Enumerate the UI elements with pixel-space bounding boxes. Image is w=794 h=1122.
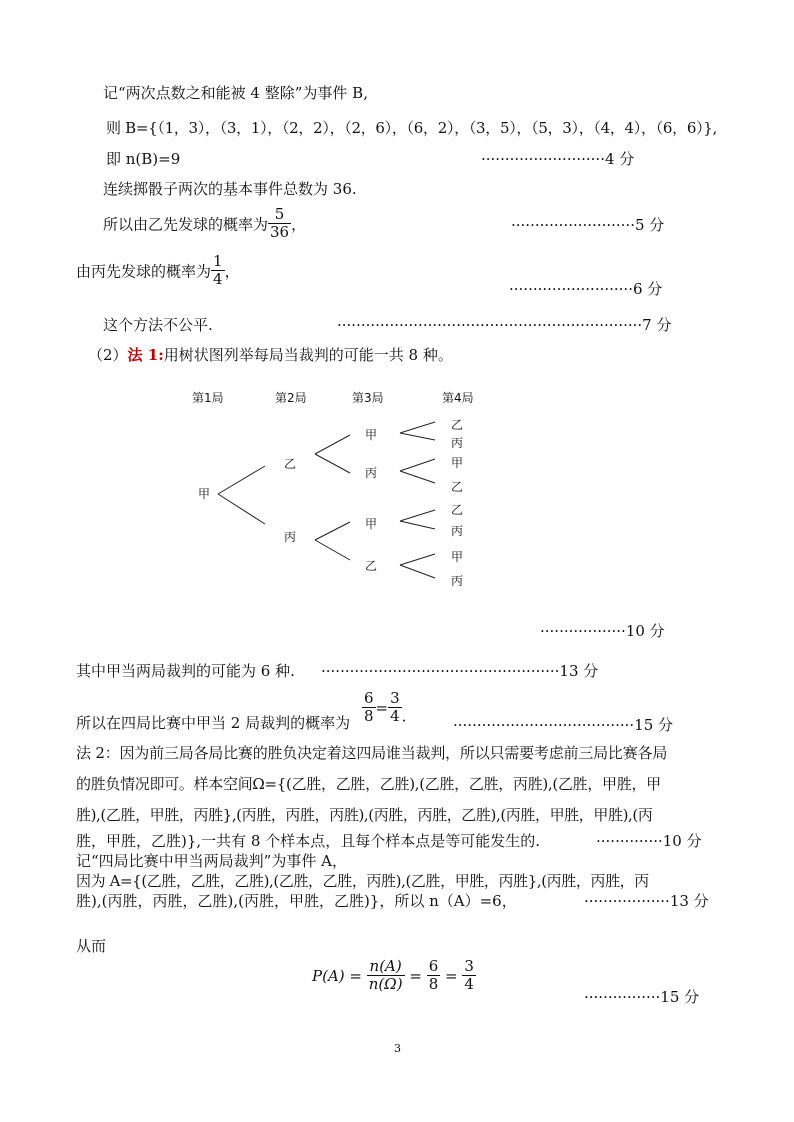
fraction-denominator: 8 (428, 975, 439, 994)
tree-edge (315, 540, 350, 560)
tree-edge (218, 466, 265, 494)
fraction-6-8 (427, 958, 441, 994)
m2-line-1: 法 2：因为前三局各局比赛的胜负决定着这四局谁当裁判，所以只需要考虑前三局比赛各局 (76, 744, 668, 762)
fraction-denominator: n(Ω) (368, 975, 403, 994)
prob-bing-comma: ， (224, 262, 240, 281)
m2-line-7: 胜),(丙胜，丙胜，乙胜),(丙胜，甲胜，乙胜)}，所以 n（A）=6， (76, 892, 517, 910)
tree-header: 第2局 (275, 391, 307, 405)
tree-node-l4: 丙 (451, 524, 464, 538)
m2-line-8: 从而 (76, 937, 107, 955)
fraction-5-36 (268, 206, 291, 242)
score-15-a: ······································15 分 (453, 716, 674, 734)
fraction-numerator: n(A) (367, 958, 405, 976)
tree-edge (218, 494, 265, 524)
score-5: ··························5 分 (511, 216, 665, 234)
formula-lhs: P(A) = (312, 966, 362, 985)
fraction-3-4 (388, 690, 402, 726)
score-15-b: ················15 分 (584, 988, 700, 1006)
m2-line-4: 胜，甲胜，乙胜)},一共有 8 个样本点，且每个样本点是等可能发生的. (76, 832, 541, 850)
fraction-6-8 (362, 690, 376, 726)
fraction-numerator: 1 (213, 252, 223, 270)
score-10-m2: ··············10 分 (596, 832, 702, 850)
tree-edge (315, 522, 350, 540)
fraction-numerator: 3 (464, 957, 474, 975)
method1-text: 用树状图列举每局当裁判的可能一共 8 种。 (163, 346, 453, 364)
period: . (401, 707, 407, 726)
tree-edge (400, 510, 435, 521)
tree-node-l3: 乙 (365, 559, 378, 573)
line-method1 (88, 344, 453, 365)
tree-node-l4: 丙 (451, 436, 464, 450)
score-7: ································································7 分 (337, 316, 672, 334)
line-event-b: 记“两次点数之和能被 4 整除”为事件 B, (103, 84, 368, 102)
tree-header: 第3局 (352, 391, 384, 405)
tree-node-l4: 乙 (451, 418, 464, 432)
tree-edge (400, 459, 435, 471)
line-nb: 即 n(B)=9 (106, 150, 181, 168)
prob-bing-text: 由丙先发球的概率为 (76, 262, 212, 281)
part2-prefix: （2） (88, 346, 128, 364)
fraction-denominator: 4 (390, 707, 400, 726)
prob-yi-text: 所以由乙先发球的概率为 (103, 215, 269, 234)
m2-line-6: 因为 A={(乙胜，乙胜，乙胜),(乙胜，乙胜，丙胜),(乙胜，甲胜，丙胜},(丙胜，丙胜，丙 (76, 872, 649, 890)
page-number: 3 (394, 1042, 401, 1055)
fraction-numerator: 3 (390, 689, 400, 707)
tree-node-l4: 甲 (451, 550, 464, 564)
line-prob-jia-pre: 所以在四局比赛中甲当 2 局裁判的概率为 (76, 714, 351, 732)
fraction-3-4 (462, 958, 476, 994)
tree-node-l2: 丙 (284, 530, 297, 544)
score-4: ··························4 分 (481, 150, 635, 168)
tree-node-l4: 乙 (451, 503, 464, 517)
tree-node-l3: 甲 (365, 428, 378, 442)
tree-node-l4: 乙 (451, 480, 464, 494)
method1-label: 法 1: (127, 346, 164, 364)
tree-edge (400, 521, 435, 529)
tree-node-l3: 丙 (365, 466, 378, 480)
tree-node-l4: 甲 (451, 456, 464, 470)
tree-header: 第1局 (192, 391, 224, 405)
tree-edge (400, 422, 435, 433)
fraction-denominator: 4 (213, 270, 223, 289)
line-prob-yi (103, 206, 306, 242)
tree-node-root: 甲 (198, 487, 211, 501)
m2-line-3: 胜),(乙胜，甲胜，丙胜},(丙胜，丙胜，丙胜),(丙胜，丙胜，乙胜),(丙胜，甲胜，甲胜),(丙 (76, 806, 653, 824)
tree-node-l4: 丙 (451, 574, 464, 588)
fraction-1-4 (211, 253, 225, 289)
tree-edge (400, 471, 435, 483)
line-set-b: 则 B={（1，3），（3，1），（2，2），（2，6），（6，2），（3，5），（5，3），（4，4），（6，6）}, (106, 119, 718, 137)
line-total: 连续掷骰子两次的基本事件总数为 36. (103, 180, 357, 198)
score-13: ··················································13 分 (321, 662, 599, 680)
line-prob-jia-frac (362, 690, 406, 726)
prob-yi-comma: ， (291, 215, 307, 234)
fraction-numerator: 6 (364, 689, 374, 707)
equals-sign: = (445, 966, 458, 985)
score-13-m2: ··················13 分 (584, 892, 709, 910)
score-10-tree: ··················10 分 (540, 622, 665, 640)
tree-header: 第4局 (442, 391, 474, 405)
tree-edge (400, 554, 435, 565)
tree-diagram (180, 382, 500, 602)
fraction-nA-nOmega (367, 958, 405, 994)
tree-node-l3: 甲 (365, 517, 378, 531)
fraction-denominator: 8 (364, 707, 374, 726)
equals-sign: = (375, 698, 389, 717)
equals-sign: = (409, 966, 422, 985)
tree-edge (315, 435, 350, 454)
line-prob-bing (76, 253, 240, 289)
tree-edge (400, 565, 435, 578)
m2-line-5: 记“四局比赛中甲当两局裁判”为事件 A， (76, 852, 347, 870)
tree-edge (315, 454, 350, 473)
m2-line-2: 的胜负情况即可。样本空间Ω={(乙胜，乙胜，乙胜),(乙胜，乙胜，丙胜),(乙胜，甲胜，甲 (76, 775, 661, 793)
fraction-numerator: 6 (428, 957, 439, 975)
probability-formula (312, 958, 476, 994)
tree-node-l2: 乙 (284, 457, 297, 471)
line-unfair: 这个方法不公平. (103, 316, 213, 334)
line-six-ways: 其中甲当两局裁判的可能为 6 种. (76, 662, 295, 680)
score-6: ··························6 分 (509, 280, 663, 298)
fraction-numerator: 5 (268, 206, 291, 224)
tree-edge (400, 433, 435, 440)
fraction-denominator: 36 (270, 223, 290, 242)
fraction-denominator: 4 (464, 975, 474, 994)
